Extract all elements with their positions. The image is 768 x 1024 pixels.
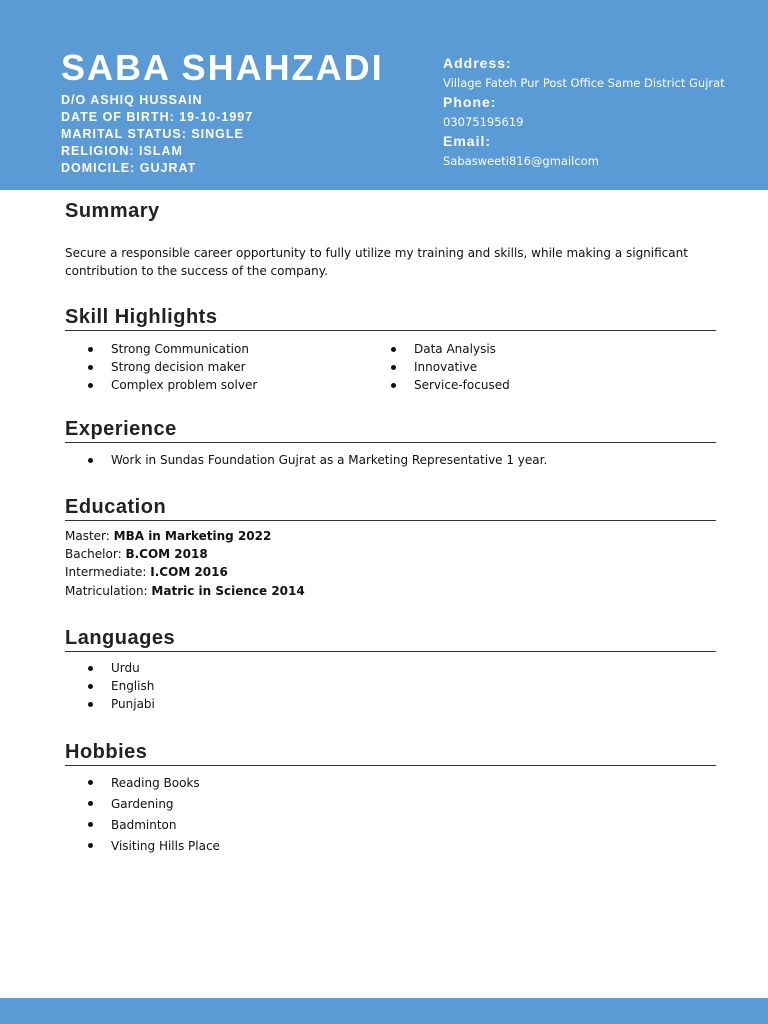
- list-item: English: [65, 677, 716, 695]
- list-item: Gardening: [65, 794, 716, 815]
- email-value: Sabasweeti816@gmailcom: [443, 154, 599, 168]
- education-label: Matriculation:: [65, 583, 152, 598]
- phone-value: 03075195619: [443, 115, 524, 129]
- languages-section: [65, 625, 716, 714]
- list-item: Work in Sundas Foundation Gujrat as a Marketing Representative 1 year.: [65, 451, 716, 469]
- education-title: Education: [65, 494, 716, 521]
- summary-section: [65, 198, 716, 280]
- list-item: Complex problem solver: [65, 376, 368, 394]
- education-section: [65, 494, 716, 600]
- education-label: Intermediate:: [65, 565, 151, 580]
- list-item: Strong decision maker: [65, 358, 368, 376]
- education-value: Matric in Science 2014: [151, 583, 305, 598]
- list-item: Badminton: [65, 815, 716, 836]
- education-row: [65, 527, 716, 545]
- contact-block: [443, 54, 725, 171]
- skills-left-list: [65, 340, 368, 395]
- hobbies-section: [65, 739, 716, 857]
- list-item: Punjabi: [65, 695, 716, 713]
- hobbies-list: [65, 773, 716, 857]
- list-item: Urdu: [65, 659, 716, 677]
- education-row: [65, 563, 716, 581]
- marital-status: MARITAL STATUS: SINGLE: [61, 127, 244, 141]
- education-value: B.COM 2018: [125, 547, 208, 562]
- domicile: DOMICILE: GUJRAT: [61, 161, 197, 175]
- list-item: Reading Books: [65, 773, 716, 794]
- email-label: Email:: [443, 133, 492, 149]
- hobbies-title: Hobbies: [65, 739, 716, 766]
- languages-list: [65, 659, 716, 714]
- education-row: [65, 582, 716, 600]
- address-label: Address:: [443, 55, 512, 71]
- summary-text: Secure a responsible career opportunity to fully utilize my training and skills, while making a significant contribution to the success of the company.: [65, 246, 688, 278]
- education-value: MBA in Marketing 2022: [113, 529, 272, 543]
- list-item: Data Analysis: [368, 340, 671, 358]
- education-row: [65, 545, 716, 563]
- experience-section: [65, 416, 716, 469]
- experience-title: Experience: [65, 416, 716, 443]
- parent-line: D/O ASHIQ HUSSAIN: [61, 93, 203, 107]
- education-label: Master:: [65, 529, 114, 543]
- experience-list: [65, 451, 716, 469]
- education-list: [65, 527, 716, 600]
- languages-title: Languages: [65, 625, 716, 652]
- header-band: [0, 0, 768, 190]
- education-value: I.COM 2016: [150, 565, 228, 580]
- skills-columns: [65, 340, 716, 395]
- candidate-name: SABA SHAHZADI: [61, 47, 384, 88]
- date-of-birth: DATE OF BIRTH: 19-10-1997: [61, 110, 254, 124]
- footer-band: [0, 998, 768, 1024]
- list-item: Visiting Hills Place: [65, 836, 716, 857]
- education-label: Bachelor:: [65, 547, 126, 562]
- address-value: Village Fateh Pur Post Office Same District Gujrat: [443, 76, 725, 90]
- phone-label: Phone:: [443, 94, 497, 110]
- skills-section: [65, 304, 716, 395]
- skills-right-list: [368, 340, 671, 395]
- summary-title: Summary: [65, 200, 160, 222]
- list-item: Innovative: [368, 358, 671, 376]
- skills-title: Skill Highlights: [65, 304, 716, 331]
- personal-details: [61, 92, 253, 177]
- list-item: Service-focused: [368, 376, 671, 394]
- religion: RELIGION: ISLAM: [61, 144, 183, 158]
- list-item: Strong Communication: [65, 340, 368, 358]
